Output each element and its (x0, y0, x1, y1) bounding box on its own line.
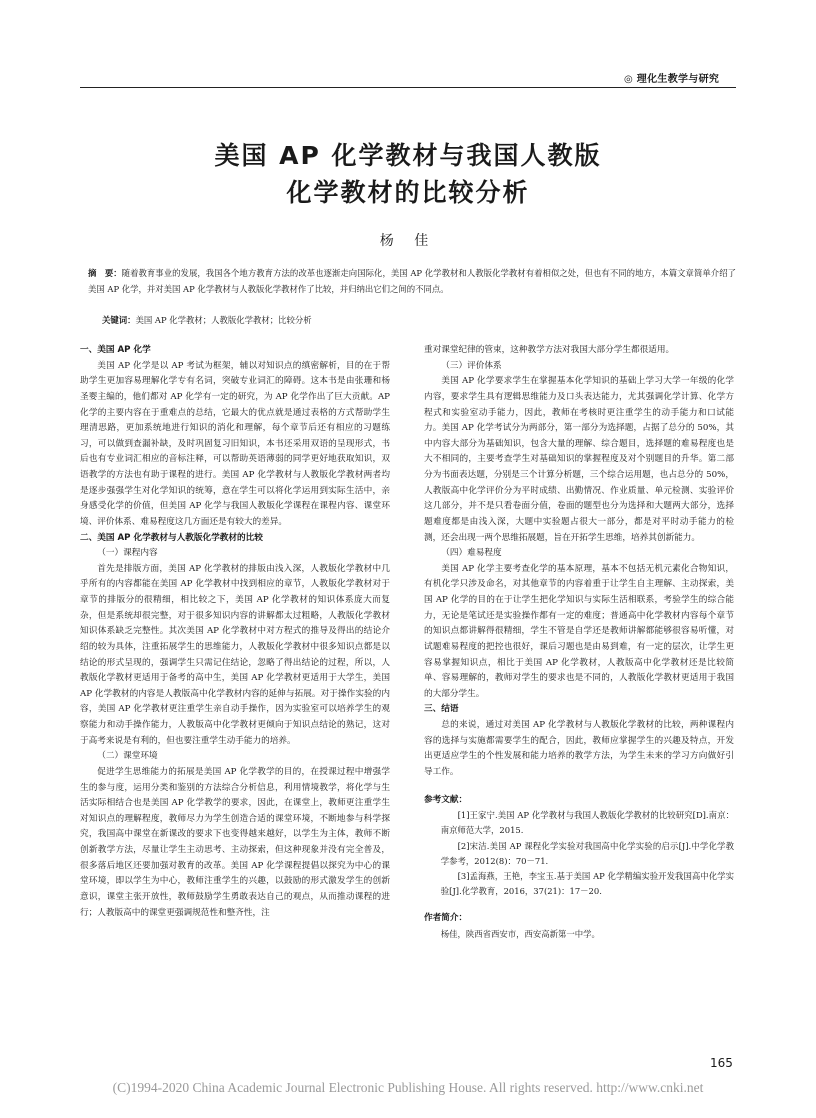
continued-paragraph: 重对课堂纪律的管束，这种教学方法对我国大部分学生都很适用。 (424, 345, 675, 355)
page-number: 165 (710, 1056, 733, 1070)
abstract-text: 随着教育事业的发展，我国各个地方教育方法的改革也逐渐走向国际化，美国 AP 化学教材和人教版化学教材有着相似之处，但也有不同的地方，本篇文章简单介绍了美国 AP 化学，并对美国 AP 化学教材与人教版化学教材作了比较，并归纳出它们之间的不同点。 (88, 268, 736, 294)
subsection-heading-course-content: （一）课程内容 (97, 548, 158, 559)
classroom-paragraph: 促进学生思维能力的拓展是美国 AP 化学教学的目的，在授课过程中增强学生的参与度，运用分类和鉴别的方法综合分析信息，利用情境教学，将化学与生活实际相结合也是美国 AP 化学教学的要求，因此，在课堂上，教师更注重学生对知识点的理解程度，教师尽力为学生创造合适的课堂环境，不断地参与科学探究，我国高中课堂在新课改的要求下也变得越来越好，以学生为主体，教师不断创新教学方法，尽量让学生主动思考、主动探索，但这种现象并没有完全普及，很多落后地区还要加强对教育的改革。美国 AP 化学课程提倡以探究为中心的课堂环境，即以学生为中心，教师注重学生的兴趣，以鼓励的形式激发学生的创新意识，课堂主张开放性，教师鼓励学生勇敢表达自己的观点，从而推动课程的进行；人教版高中的课堂更强调规范性和整齐性，注 (80, 766, 390, 918)
subsection-heading-classroom: （二）课堂环境 (97, 751, 158, 762)
difficulty-paragraph: 美国 AP 化学主要考查化学的基本原理，基本不包括无机元素化合物知识，有机化学只涉及命名，对其他章节的内容着重于让学生自主理解、主动探索，美国 AP 化学的目的在于让学生把化学知识与实际生活相联系，考验学生的综合能力，无论是笔试还是实验操作都有一定的难度；普通高中化学教材内容每个章节的知识点都讲解得很精细，学生不管是自学还是教师讲解都能够很容易听懂，对试题难易程度的把控也很好，课后习题也是由易到难，有一定的层次，让学生更容易掌握知识点，相比于美国 AP 化学教材，人教版高中化学教材还是比较简单、容易理解的，教师对学生的要求也是不同的，人教版化学教材更适用于我国的大部分学生。 (424, 563, 734, 699)
keywords (102, 313, 312, 327)
keywords-text: 美国 AP 化学教材；人教版化学教材；比较分析 (135, 315, 312, 325)
keywords-label: 关键词： (102, 315, 136, 325)
section-heading-1: 一、美国 AP 化学 (80, 345, 151, 355)
article-title (80, 137, 736, 211)
article-title-line-2: 化学教材的比较分析 (286, 178, 530, 207)
author-intro-heading: 作者简介： (424, 913, 468, 924)
journal-section-header: ◎ 理化生教学与研究 (624, 74, 720, 85)
left-column (80, 343, 390, 921)
right-column (424, 343, 734, 943)
conclusion-paragraph: 总的来说，通过对美国 AP 化学教材与人教版化学教材的比较，两种课程内容的选择与实施都需要学生的配合，因此，教师应掌握学生的兴趣及特点，开发出更适应学生的个性发展和能力培养的教学方法，为学生未来的学习方向做好引导工作。 (424, 720, 734, 777)
references-heading: 参考文献： (424, 794, 468, 805)
course-content-paragraph: 首先是排版方面，美国 AP 化学教材的排版由浅入深，人教版化学教材中几乎所有的内容都能在美国 AP 化学教材中找到相应的章节，人教版化学教材对于章节的排版分的很精细，相比较之下，美国 AP 化学教材的知识体系庞大而复杂，但是系统却很完整，对于很多知识内容的讲解都太过粗略，人教版化学教材知识体系缺乏完整性。其次美国 AP 化学教材中对方程式的推导及得出的结论介绍的较为具体，注重拓展学生的思维能力，人教版化学教材中很多知识点都是以结论的形式呈现的，强调学生只需记住结论，忽略了得出结论的过程，所以，人教版化学教材更适用于备考的高中生，美国 AP 化学教材更适用于大学生，美国 AP 化学教材的内容是人教版高中化学教材内容的延伸与拓展。对于操作实验的内容，美国 AP 化学教材更注重学生亲自动手操作，因为实验室可以培养学生的观察能力和动手操作能力，人教版高中化学教材更倾向于知识点结论的熟记，这对于高考来说是有利的，但也要注重学生动手能力的培养。 (80, 563, 390, 746)
article-title-line-1: 美国 AP 化学教材与我国人教版 (214, 141, 602, 170)
reference-item: [1]王家宁.美国 AP 化学教材与我国人教版化学教材的比较研究[D].南京：南京师范大学，2015. (440, 810, 734, 836)
copyright-footer: (C)1994-2020 China Academic Journal Electronic Publishing House. All rights reserved. http://www.cnki.net (112, 1080, 704, 1095)
evaluation-paragraph: 美国 AP 化学要求学生在掌握基本化学知识的基础上学习大学一年级的化学内容，要求学生具有逻辑思维能力及口头表达能力，尤其强调化学计算、化学方程式和实验室动手能力，因此，教师在考核时更注重学生的动手能力和口试能力。美国 AP 化学考试分为两部分，第一部分为选择题，占据了总分的 50%，其中内容大部分为基础知识，包含大量的理解、综合题目，选择题的难易程度也是大不相同的，主要考查学生对基础知识的掌握程度及对个别题目的升华。第二部分为书面表达题，分别是三个计算分析题，三个综合运用题，也占总分的 50%，人教版高中化学评价分为平时成绩、出勤情况、作业质量、单元检测、实验评价这几部分，并不是只看卷面分值，卷面的题型也分为选择和大题两大部分，选择题难度都是由浅入深，大题中实验题占很大一部分，都是对平时动手能力的检测，还会出现一两个思维拓展题，旨在开拓学生思维，培养其创新能力。 (424, 376, 734, 543)
subsection-heading-evaluation: （三）评价体系 (441, 360, 502, 371)
reference-item: [2]宋洁.美国 AP 课程化学实验对我国高中化学实验的启示[J].中学化学教学参考，2012(8)：70－71. (440, 840, 734, 866)
subsection-heading-difficulty: （四）难易程度 (441, 548, 502, 559)
reference-item: [3]孟海燕，王艳，李宝玉.基于美国 AP 化学精编实验开发我国高中化学实验[J].化学教育，2016，37(21)：17－20. (440, 870, 734, 897)
references-list (424, 808, 734, 899)
abstract (88, 266, 736, 297)
article-author: 杨 佳 (379, 233, 437, 249)
section-1-paragraph: 美国 AP 化学是以 AP 考试为框架，辅以对知识点的缜密解析，目的在于帮助学生更加容易理解化学专有名词，突破专业词汇的障碍。这本书是由张珊和杨圣婴主编的，他们都对 AP 化学有一定的研究，为 AP 化学作出了巨大贡献。AP 化学的主要内容在于重难点的总结，它最大的优点就是通过表格的方式帮助学生理清思路，更加系统地进行知识的消化和理解，每个章节后还有相应的习题练习，可以做到查漏补缺，及时巩固复习旧知识，本书还采用双语的呈现形式，书后也有专业词汇相应的音标注释，可以帮助英语薄弱的同学更好地获取知识，双语教学的方法也有助于课程的进行。美国 AP 化学教材与人教版化学教材两者均是逐步强强学生对化学知识的统筹，意在学生可以将化学运用到实际生活中，亲身感受化学的价值，但美国 AP 化学与我国人教版化学课程在课程内容、课堂环境、评价体系、难易程度这几方面还是有较大的差异。 (80, 360, 390, 527)
section-heading-3: 三、结语 (424, 704, 459, 715)
section-heading-2: 二、美国 AP 化学教材与人教版化学教材的比较 (80, 532, 263, 543)
abstract-label: 摘 要： (88, 268, 122, 278)
author-intro: 杨佳，陕西省西安市，西安高新第一中学。 (440, 928, 600, 939)
header-divider (80, 87, 736, 88)
